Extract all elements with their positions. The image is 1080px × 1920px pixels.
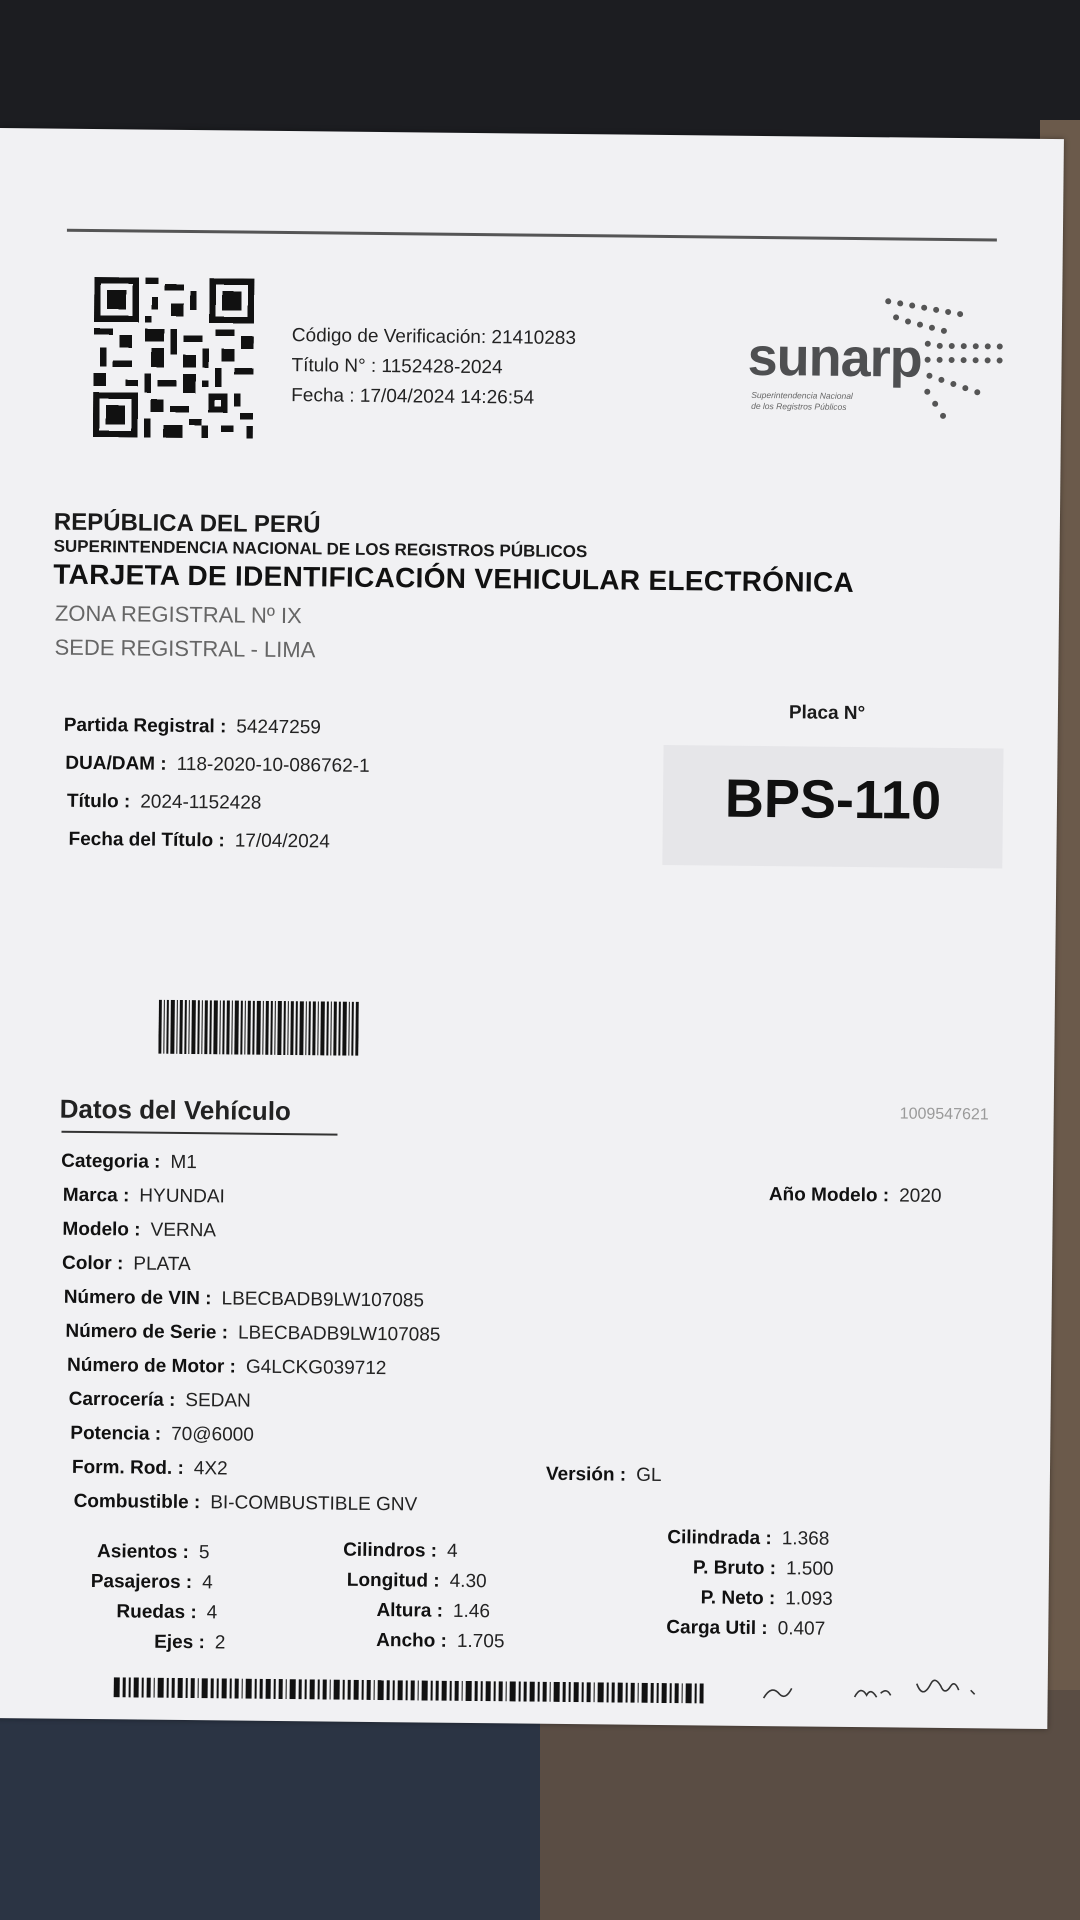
heading-sede: SEDE REGISTRAL - LIMA (54, 634, 316, 663)
vehicle-id-card-document (0, 128, 1064, 1729)
field-fecha-titulo: Fecha del Título : 17/04/2024 (68, 828, 330, 853)
field-p-neto: P. Neto : 1.093 (700, 1587, 833, 1610)
verification-block (291, 321, 576, 414)
barcode-icon (158, 1000, 359, 1056)
heading-zona: ZONA REGISTRAL Nº IX (54, 600, 302, 629)
plate-number: BPS-110 (724, 768, 942, 831)
field-carga-util: Carga Util : 0.407 (666, 1617, 826, 1640)
heading-superintendencia: SUPERINTENDENCIA NACIONAL DE LOS REGISTROS PÚBLICOS (53, 536, 588, 562)
title-number: Título N° : 1152428-2024 (291, 355, 503, 379)
field-dua: DUA/DAM : 118-2020-10-086762-1 (65, 752, 370, 777)
top-rule (67, 229, 997, 242)
heading-tarjeta: TARJETA DE IDENTIFICACIÓN VEHICULAR ELECTRÓNICA (53, 558, 855, 598)
field-cilindrada: Cilindrada : 1.368 (667, 1527, 830, 1550)
field-combustible: Combustible : BI-COMBUSTIBLE GNV (73, 1490, 418, 1516)
plate-label: Placa N° (788, 702, 866, 725)
field-version: Versión : GL (545, 1463, 662, 1487)
field-ruedas: Ruedas : 4 (116, 1601, 218, 1624)
field-serie: Número de Serie : LBECBADB9LW107085 (65, 1320, 441, 1346)
field-anio-modelo: Año Modelo : 2020 (768, 1184, 942, 1207)
field-marca: Marca : HYUNDAI (62, 1184, 225, 1208)
bottom-barcode-icon (114, 1677, 704, 1703)
plate-box (662, 745, 1003, 869)
field-ejes: Ejes : 2 (154, 1631, 226, 1654)
logo-subtitle: Superintendencia Nacional de los Registros Públicos (751, 389, 853, 412)
field-categoria: Categoria : M1 (61, 1150, 197, 1174)
field-form-rod: Form. Rod. : 4X2 (71, 1456, 228, 1480)
field-cilindros: Cilindros : 4 (343, 1539, 458, 1562)
field-ancho: Ancho : 1.705 (376, 1630, 505, 1653)
serial-number: 1009547621 (899, 1105, 989, 1124)
field-carroceria: Carrocería : SEDAN (68, 1388, 251, 1412)
field-partida: Partida Registral : 54247259 (63, 714, 322, 739)
field-p-bruto: P. Bruto : 1.500 (692, 1557, 834, 1580)
field-potencia: Potencia : 70@6000 (70, 1422, 254, 1446)
heading-republica: REPÚBLICA DEL PERÚ (53, 508, 321, 539)
handwritten-marks-icon (759, 1666, 999, 1709)
field-pasajeros: Pasajeros : 4 (90, 1571, 213, 1594)
logo-wordmark: sunarp (747, 326, 922, 389)
sunarp-logo (747, 286, 1028, 429)
section-underline (61, 1131, 337, 1136)
field-longitud: Longitud : 4.30 (346, 1569, 487, 1593)
field-altura: Altura : 1.46 (376, 1600, 491, 1623)
verification-code: Código de Verificación: 21410283 (291, 325, 577, 350)
issue-date: Fecha : 17/04/2024 14:26:54 (291, 385, 535, 409)
field-color: Color : PLATA (62, 1252, 191, 1276)
field-motor: Número de Motor : G4LCKG039712 (66, 1354, 387, 1380)
section-title-vehiculo: Datos del Vehículo (59, 1093, 292, 1127)
background-fabric (0, 1700, 540, 1920)
field-vin: Número de VIN : LBECBADB9LW107085 (63, 1286, 425, 1312)
field-modelo: Modelo : VERNA (62, 1218, 217, 1242)
qr-code-icon (93, 277, 255, 439)
field-titulo: Título : 2024-1152428 (66, 790, 262, 814)
field-asientos: Asientos : 5 (96, 1541, 210, 1564)
